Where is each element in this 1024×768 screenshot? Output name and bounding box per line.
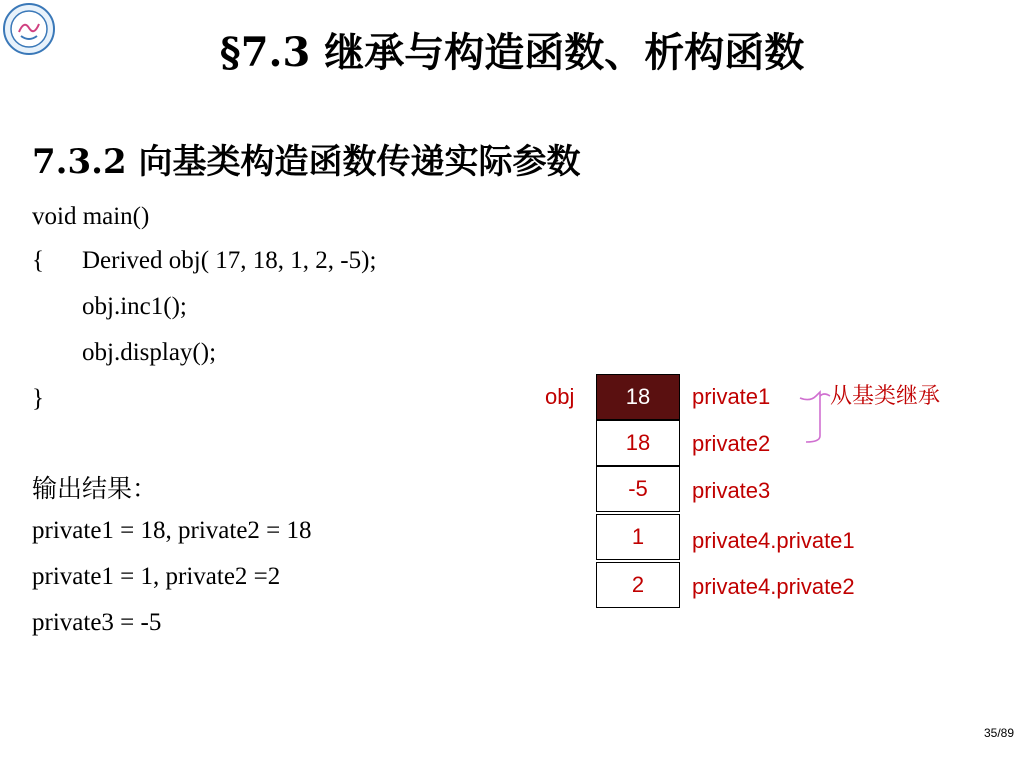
inherited-note: 从基类继承: [830, 384, 941, 409]
output-line-1: private1 = 18, private2 = 18: [32, 517, 312, 544]
output-line-2: private1 = 1, private2 =2: [32, 563, 281, 590]
member-name-label: private4.private2: [692, 574, 855, 599]
output-line-3: private3 = -5: [32, 609, 162, 636]
code-line-inc1: obj.inc1();: [82, 293, 187, 320]
slide-title: §7.3 继承与构造函数、析构函数: [219, 29, 805, 76]
section-heading: 7.3.2 向基类构造函数传递实际参数: [32, 142, 581, 182]
memory-cell-value: 18: [596, 420, 680, 466]
memory-cell-value: 18: [596, 374, 680, 420]
memory-cell-value: 1: [596, 514, 680, 560]
code-line-main: void main(): [32, 203, 150, 230]
page-number: 35/89: [983, 726, 1014, 740]
object-label: obj: [545, 384, 575, 409]
code-brace-open: {: [32, 247, 44, 274]
memory-cell-value: 2: [596, 562, 680, 608]
code-brace-close: }: [32, 385, 44, 412]
output-heading: 输出结果：: [32, 474, 158, 503]
code-line-display: obj.display();: [82, 339, 217, 366]
member-name-label: private2: [692, 431, 771, 456]
member-name-label: private3: [692, 478, 771, 503]
member-name-label: private4.private1: [692, 528, 855, 553]
member-name-label: private1: [692, 384, 771, 409]
code-line-constructor: Derived obj( 17, 18, 1, 2, -5);: [82, 247, 377, 274]
memory-cell-value: -5: [596, 466, 680, 512]
